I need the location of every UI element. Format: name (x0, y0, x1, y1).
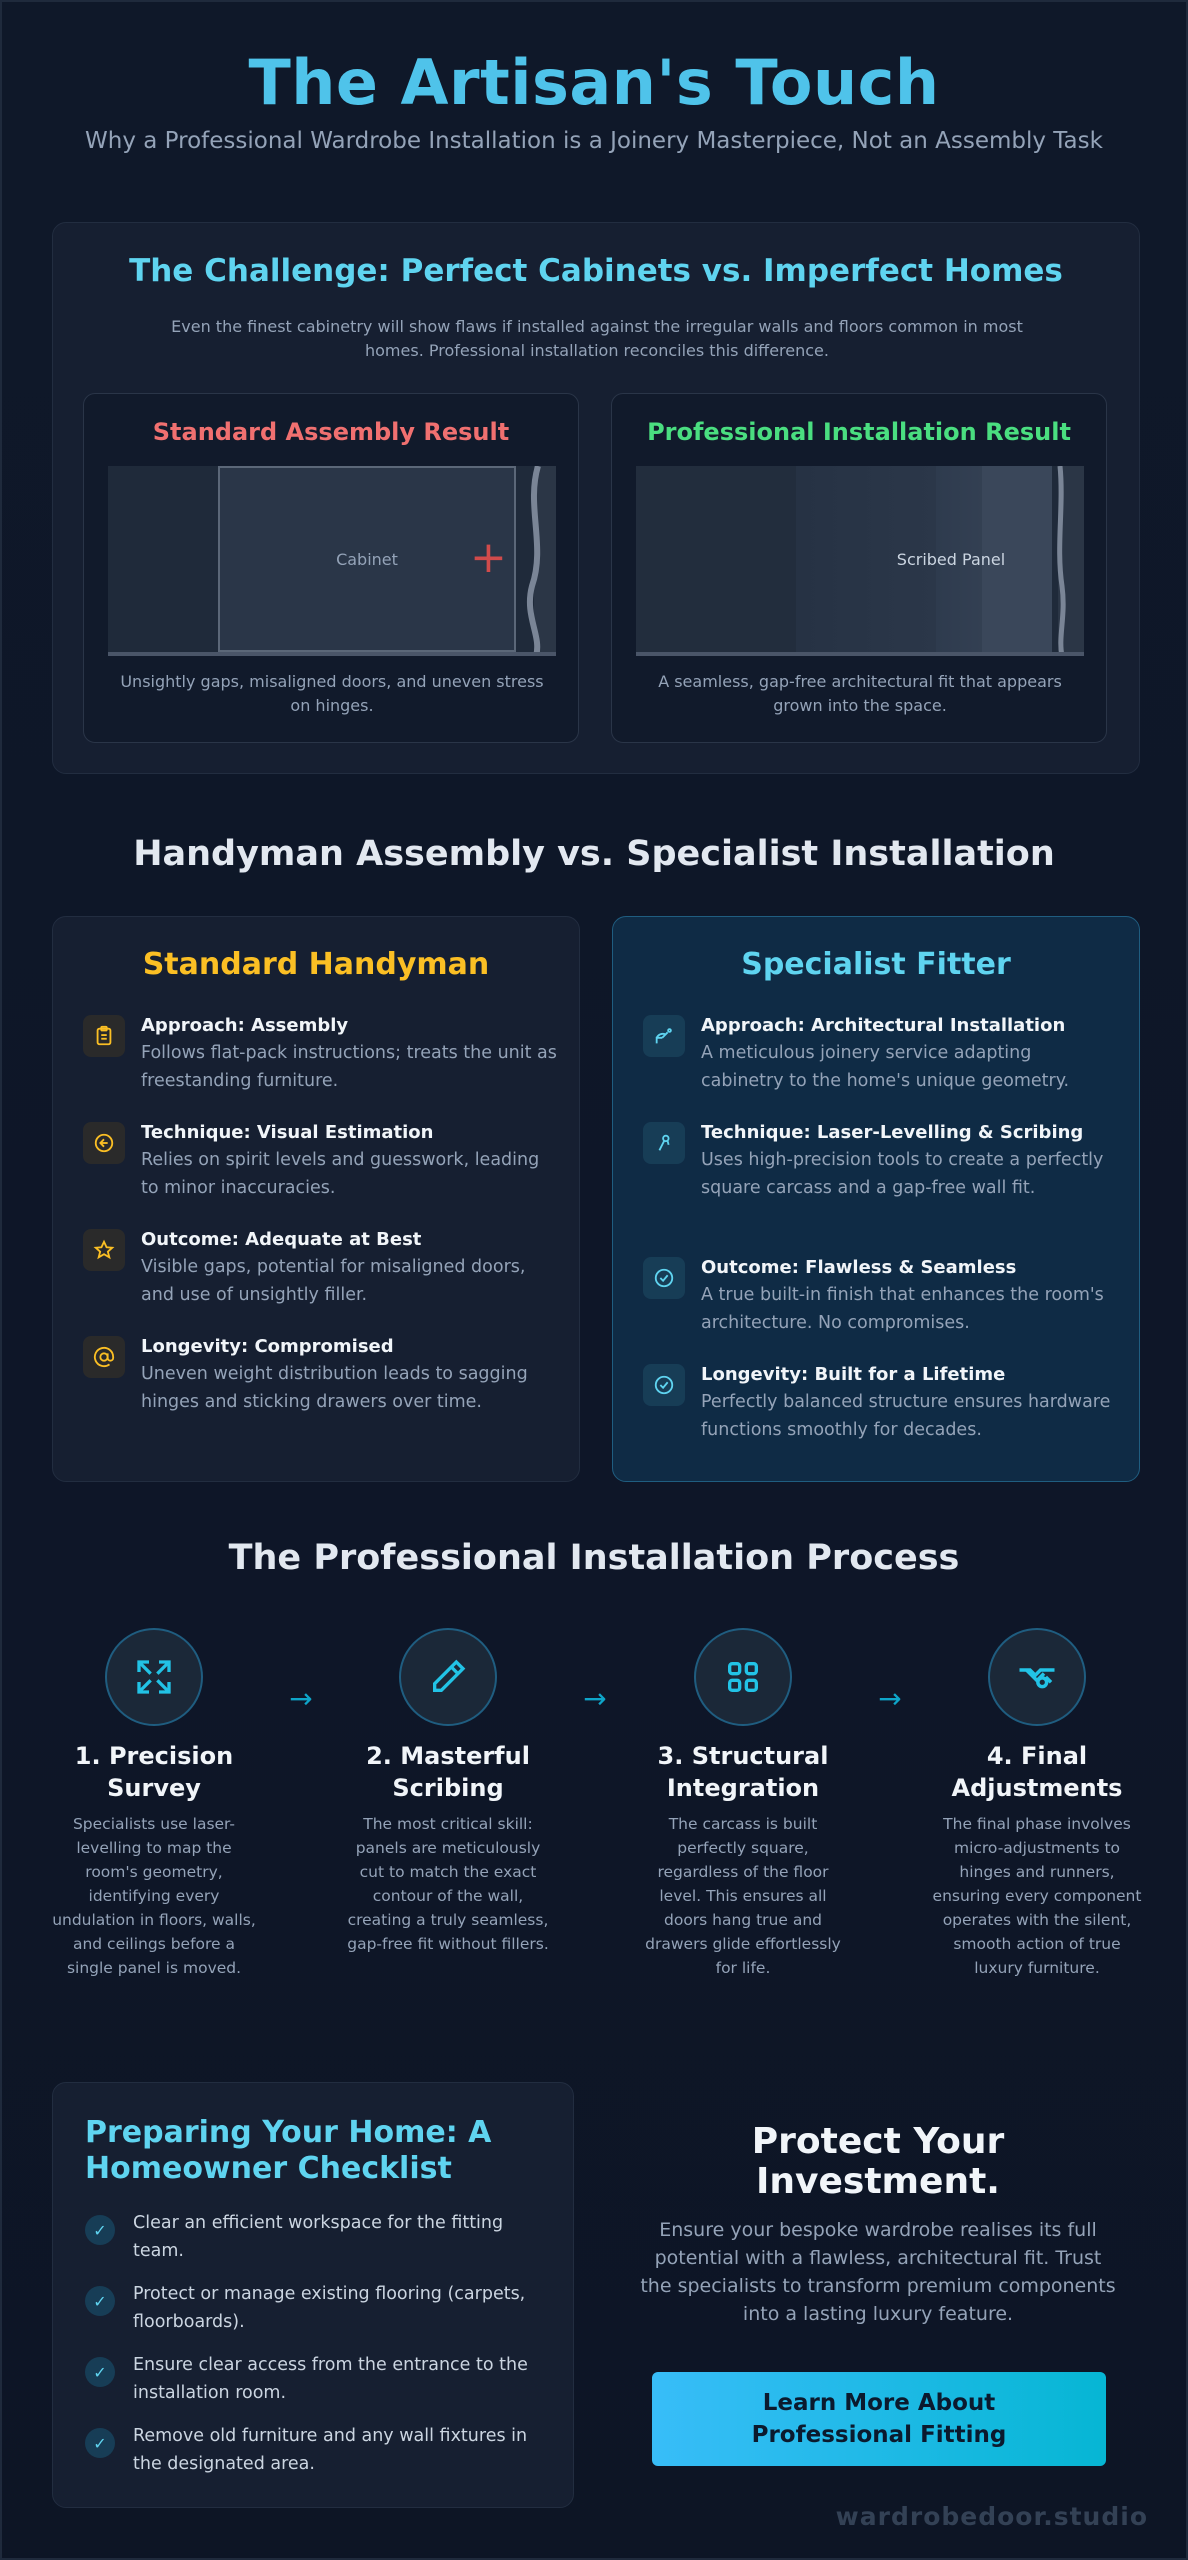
checklist-title: Preparing Your Home: A Homeowner Checklist (85, 2115, 492, 2186)
handshake-icon (988, 1628, 1086, 1726)
clipboard-icon (83, 1015, 125, 1057)
arrow-right-icon: → (583, 1682, 607, 1715)
laser-tool-icon (643, 1122, 685, 1164)
handyman-title: Standard Handyman (142, 947, 490, 982)
item-desc: Perfectly balanced structure ensures hardware functions smoothly for decades. (701, 1392, 1111, 1440)
hero-subtitle: Why a Professional Wardrobe Installation is a Joinery Masterpiece, Not an Assembly Task (85, 128, 1103, 154)
panel-shade (636, 466, 796, 652)
expand-arrows-icon (105, 1628, 203, 1726)
standard-assembly-title: Standard Assembly Result (152, 418, 510, 446)
standard-assembly-diagram (108, 466, 556, 656)
step-title: 2. Masterful Scribing (366, 1742, 530, 1802)
item-title: Approach: Architectural Installation (701, 1015, 1066, 1036)
item-desc: Visible gaps, potential for misaligned doors, and use of unsightly filler. (141, 1257, 526, 1305)
specialist-column (612, 916, 1140, 1482)
checklist-item-text: Clear an efficient workspace for the fitting team. (133, 2213, 504, 2261)
process-title: The Professional Installation Process (228, 1538, 960, 1578)
step-title: 3. Structural Integration (657, 1742, 829, 1802)
check-icon: ✓ (85, 2428, 115, 2458)
check-icon: ✓ (85, 2286, 115, 2316)
step-title: 1. Precision Survey (74, 1742, 234, 1802)
professional-installation-card (611, 393, 1107, 743)
checklist-item-text: Remove old furniture and any wall fixtures in the designated area. (133, 2426, 528, 2474)
floor-line (636, 652, 1084, 656)
professional-installation-diagram (636, 466, 1084, 656)
item-desc: Uneven weight distribution leads to sagging hinges and sticking drawers over time. (141, 1364, 528, 1412)
challenge-card (52, 222, 1140, 774)
check-circle-icon (643, 1257, 685, 1299)
item-title: Outcome: Flawless & Seamless (701, 1257, 1017, 1278)
item-desc: Uses high-precision tools to create a perfectly square carcass and a gap-free wall fit. (701, 1150, 1104, 1198)
item-desc: A true built-in finish that enhances the room's architecture. No compromises. (701, 1285, 1104, 1333)
item-title: Longevity: Compromised (141, 1336, 394, 1357)
pencil-icon (399, 1628, 497, 1726)
comparison-title: Handyman Assembly vs. Specialist Installation (133, 834, 1055, 874)
specialist-title: Specialist Fitter (741, 947, 1011, 982)
standard-assembly-card (83, 393, 579, 743)
learn-more-button[interactable]: Learn More About Professional Fitting (652, 2372, 1106, 2466)
arrow-right-icon: → (878, 1682, 902, 1715)
circle-arrow-left-icon (83, 1122, 125, 1164)
item-desc: A meticulous joinery service adapting cabinetry to the home's unique geometry. (701, 1043, 1070, 1091)
check-icon: ✓ (85, 2357, 115, 2387)
handyman-column (52, 916, 580, 1482)
uneven-wall-icon (516, 466, 556, 656)
item-desc: Follows flat-pack instructions; treats the unit as freestanding furniture. (141, 1043, 557, 1091)
cta-text: Ensure your bespoke wardrobe realises its full potential with a flawless, architectural fit. Trust the specialists to transform premium components into a lasting luxury feature. (640, 2219, 1116, 2325)
gap-marker-icon: + (470, 532, 507, 583)
footer-brand: wardrobedoor.studio (835, 2502, 1148, 2531)
floor-line (108, 652, 556, 656)
challenge-title: The Challenge: Perfect Cabinets vs. Imperfect Homes (129, 253, 1063, 289)
item-title: Technique: Visual Estimation (141, 1122, 434, 1143)
grid-icon (694, 1628, 792, 1726)
item-title: Technique: Laser-Levelling & Scribing (701, 1122, 1084, 1143)
step-title: 4. Final Adjustments (951, 1742, 1123, 1802)
at-sign-icon (83, 1336, 125, 1378)
check-circle-icon (643, 1364, 685, 1406)
item-title: Approach: Assembly (141, 1015, 349, 1036)
wall-edge-icon (1044, 466, 1084, 656)
step-desc: The carcass is built perfectly square, regardless of the floor level. This ensures all doors hang true and drawers glide effortlessly for life. (645, 1815, 841, 1977)
cabinet-label: Cabinet (336, 550, 398, 569)
step-desc: The most critical skill: panels are meticulously cut to match the exact contour of the wall, creating a truly seamless, gap-free fit without fillers. (347, 1815, 549, 1953)
homeowner-checklist (52, 2082, 574, 2508)
checklist-item-text: Ensure clear access from the entrance to the installation room. (133, 2355, 528, 2403)
professional-installation-title: Professional Installation Result (647, 418, 1071, 446)
step-desc: Specialists use laser-levelling to map the room's geometry, identifying every undulation in floors, walls, and ceilings before a single panel is moved. (52, 1815, 256, 1977)
challenge-intro: Even the finest cabinetry will show flaws if installed against the irregular walls and floors common in most homes. Professional installation reconciles this difference. (171, 317, 1023, 360)
scribed-panel-label: Scribed Panel (896, 550, 1006, 569)
professional-installation-caption: A seamless, gap-free architectural fit that appears grown into the space. (658, 672, 1062, 715)
star-icon (83, 1229, 125, 1271)
item-title: Longevity: Built for a Lifetime (701, 1364, 1006, 1385)
checklist-item-text: Protect or manage existing flooring (carpets, floorboards). (133, 2284, 526, 2332)
hero-title: The Artisan's Touch (248, 46, 940, 119)
cta-title: Protect Your Investment. (751, 2121, 1005, 2202)
step-desc: The final phase involves micro-adjustments to hinges and runners, ensuring every component operates with the silent, smooth action of true luxury furniture. (932, 1815, 1142, 1977)
check-icon: ✓ (85, 2215, 115, 2245)
item-desc: Relies on spirit levels and guesswork, leading to minor inaccuracies. (141, 1150, 540, 1198)
architecture-icon (643, 1015, 685, 1057)
standard-assembly-caption: Unsightly gaps, misaligned doors, and uneven stress on hinges. (120, 672, 544, 715)
item-title: Outcome: Adequate at Best (141, 1229, 422, 1250)
arrow-right-icon: → (289, 1682, 313, 1715)
